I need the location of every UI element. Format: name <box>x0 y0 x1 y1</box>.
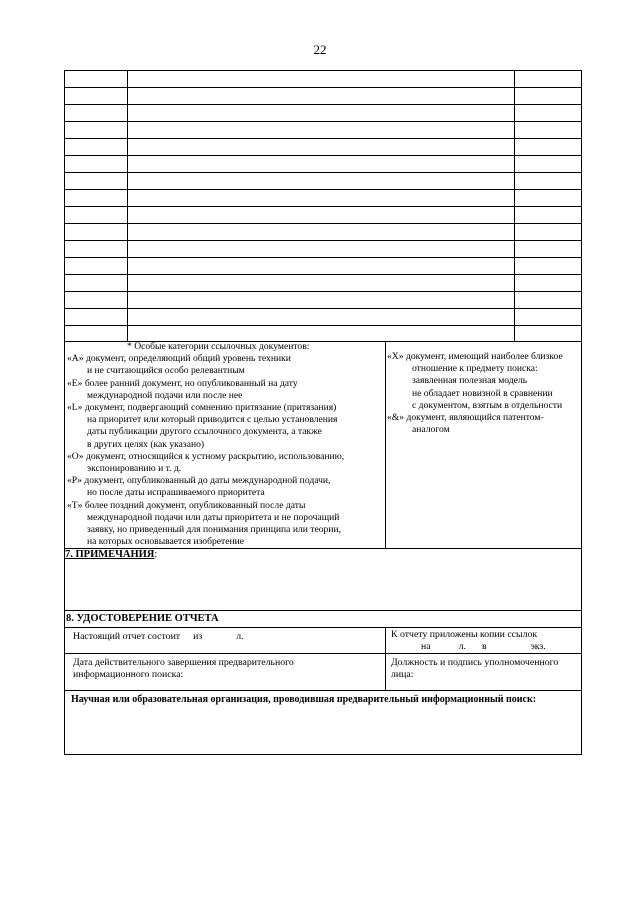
categories-right <box>387 351 583 436</box>
report-copies: К отчету приложены копии ссылок на л. в экз. <box>391 629 546 652</box>
table-row <box>65 274 581 275</box>
table-row <box>65 121 581 122</box>
category-l-cont: даты публикации другого ссылочного документа, а также <box>87 426 322 438</box>
page-number: 22 <box>313 42 327 57</box>
category-t-cont: международной подачи или даты приоритета и не порочащий <box>87 511 340 523</box>
category-x-cont: не обладает новизной в сравнении <box>412 387 553 399</box>
table-row <box>65 155 581 156</box>
table-row <box>65 206 581 207</box>
report-row-line <box>65 690 581 691</box>
report-row-line <box>65 653 581 654</box>
category-e-cont: международной подачи или после нее <box>87 389 243 401</box>
citations-table <box>64 70 582 342</box>
category-amp-cont: аналогом <box>412 424 450 436</box>
report-section <box>64 627 582 755</box>
table-row <box>65 87 581 88</box>
category-l-cont: в других целях (как указано) <box>87 438 205 450</box>
report-consists: Настоящий отчет состоит из л. <box>73 631 244 642</box>
report-organization: Научная или образовательная организация, проводившая предварительный информационный поиск: <box>71 694 537 705</box>
table-row <box>65 223 581 224</box>
category-x-cont: с документом, взятым в отдельности <box>412 399 563 411</box>
categories-divider <box>385 341 386 548</box>
category-x-cont: заявленная полезная модель <box>412 375 528 387</box>
category-t-cont: заявку, но приведенный для понимания принципа или теории, <box>87 524 341 536</box>
category-p: «P» документ, опубликованный до даты международной подачи, <box>67 475 331 487</box>
notes-title: 7. ПРИМЕЧАНИЯ <box>65 549 155 560</box>
table-row <box>65 291 581 292</box>
table-row <box>65 104 581 105</box>
category-a-cont: и не считающийся особо релевантным <box>87 365 245 377</box>
category-l: «L» документ, подвергающий сомнению притязание (притязания) <box>67 402 337 414</box>
table-row <box>65 257 581 258</box>
table-row <box>65 172 581 173</box>
report-title: 8. УДОСТОВЕРЕНИЕ ОТЧЕТА <box>64 610 582 628</box>
notes-colon: : <box>154 549 158 560</box>
categories-left <box>67 341 385 548</box>
category-a: «A» документ, определяющий общий уровень техники <box>67 353 291 365</box>
category-amp: «&» документ, являющийся патентом- <box>387 412 544 424</box>
category-o: «O» документ, относящийся к устному раскрытию, использованию, <box>67 450 345 462</box>
table-row <box>65 325 581 326</box>
category-l-cont: на приоритет или который приводится с целью установления <box>87 414 338 426</box>
category-o-cont: экспонированию и т. д. <box>87 463 182 475</box>
categories-title: * Особые категории ссылочных документов: <box>127 341 310 352</box>
category-t: «T» более поздний документ, опубликованный после даты <box>67 499 306 511</box>
table-row <box>65 189 581 190</box>
report-divider <box>385 628 386 691</box>
table-row <box>65 138 581 139</box>
category-p-cont: но после даты испрашиваемого приоритета <box>87 487 265 499</box>
citation-categories <box>64 341 582 549</box>
category-e: «E» более ранний документ, но опубликованный на дату <box>67 377 298 389</box>
category-x: «X» документ, имеющий наиболее близкое <box>387 351 563 362</box>
table-row <box>65 308 581 309</box>
report-date: Дата действительного завершения предварительного информационного поиска: <box>73 657 294 680</box>
table-row <box>65 240 581 241</box>
category-x-cont: отношение к предмету поиска: <box>412 363 538 375</box>
category-t-cont: на которых основывается изобретение <box>87 536 245 548</box>
notes-section <box>64 548 582 611</box>
report-position: Должность и подпись уполномоченного лица: <box>391 657 559 680</box>
